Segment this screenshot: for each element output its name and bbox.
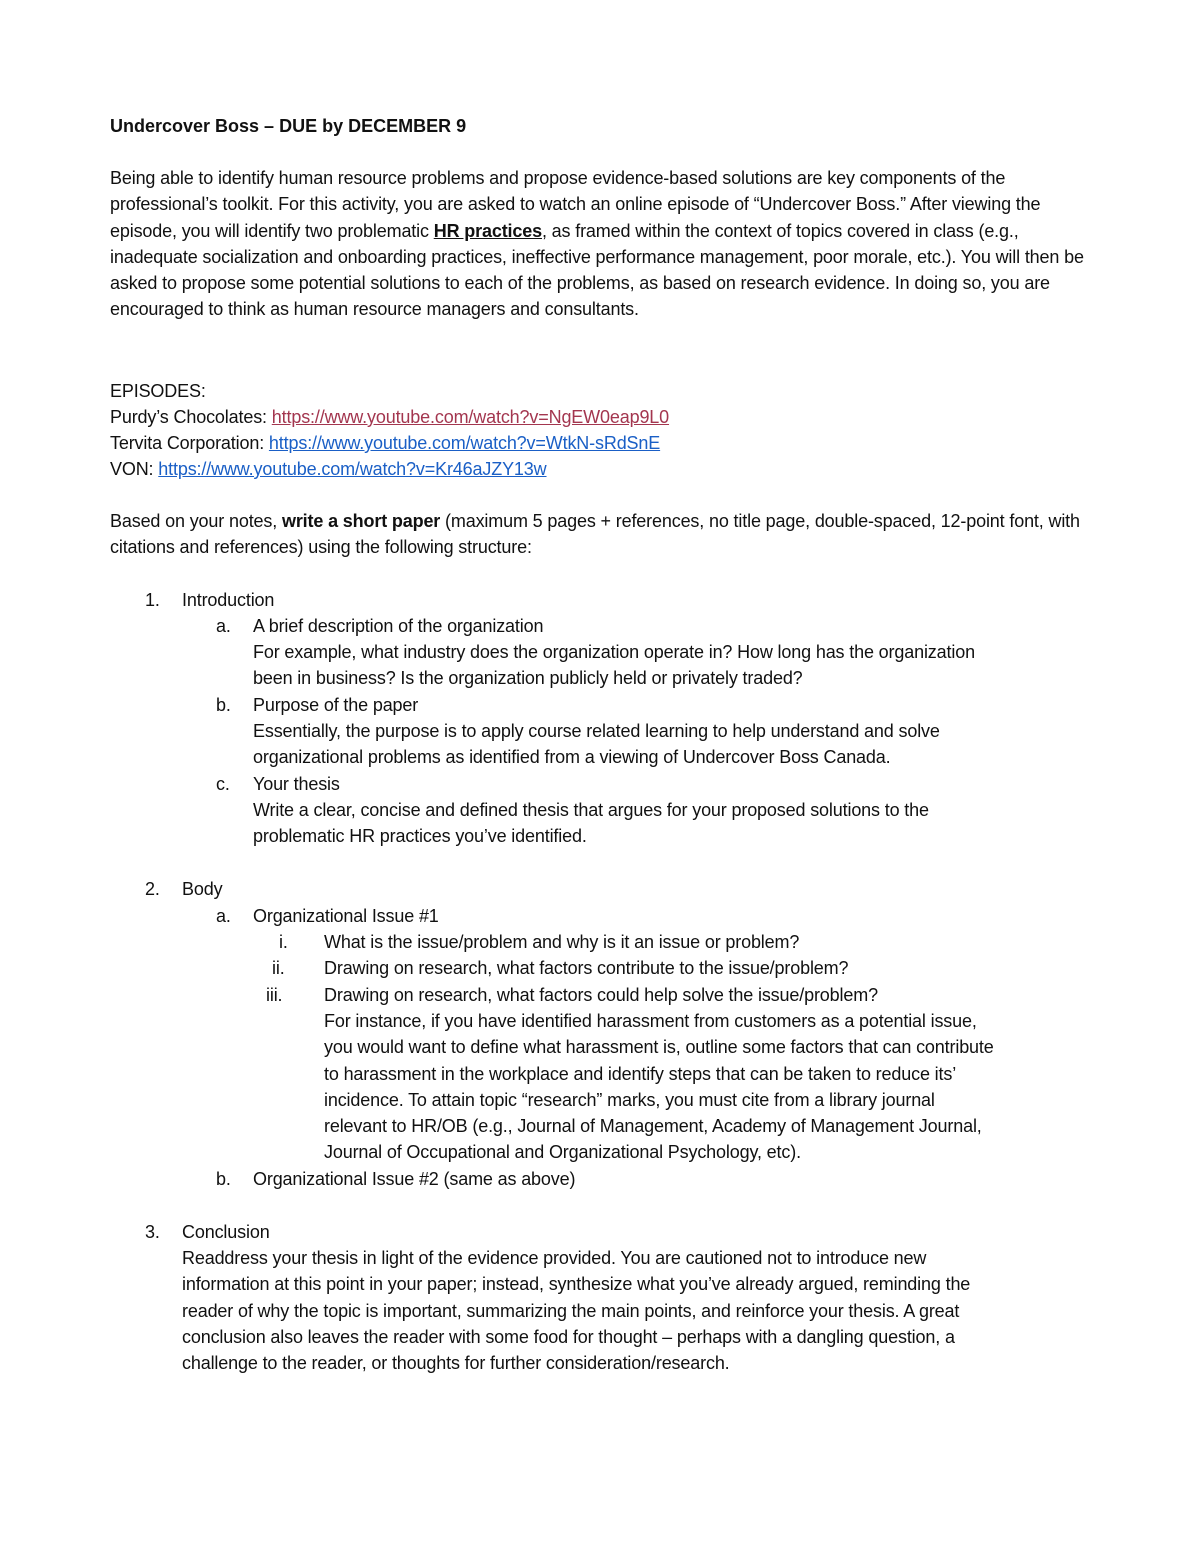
item-1a-description — [253, 639, 975, 692]
item-2a-iii-text: Drawing on research, what factors could help solve the issue/problem? — [324, 985, 878, 1005]
assignment-paragraph — [110, 508, 1095, 561]
text-line: incidence. To attain topic “research” marks, you must cite from a library journal — [324, 1089, 935, 1110]
episode-label: Tervita Corporation: — [110, 433, 269, 453]
item-2a-iii-description — [324, 1008, 994, 1166]
conclusion-description — [182, 1245, 970, 1376]
assignment-text-1: Based on your notes, — [110, 511, 282, 531]
text-line: you would want to define what harassment is, outline some factors that can contribute — [324, 1037, 994, 1058]
assignment-text-2: (maximum 5 pages + references, no title page, double-spaced, 12-point font, with citations and references) using the following structure: — [110, 511, 1080, 558]
item-2a-ii-text: Drawing on research, what factors contribute to the issue/problem? — [324, 958, 849, 978]
text-line: to harassment in the workplace and identify steps that can be taken to reduce its’ — [324, 1063, 957, 1084]
item-1c-description — [253, 797, 929, 850]
text-line: challenge to the reader, or thoughts for further consideration/research. — [182, 1353, 730, 1374]
text-line: Readdress your thesis in light of the evidence provided. You are cautioned not to introduce new — [182, 1248, 927, 1268]
item-2a-i-number: i. — [279, 932, 288, 952]
episodes-heading: EPISODES: — [110, 381, 206, 401]
item-2a-ii-number: ii. — [272, 958, 285, 978]
text-line: Journal of Occupational and Organizational Psychology, etc). — [324, 1142, 801, 1163]
intro-text-2: , as framed within the context of topics covered in class (e.g., inadequate socialization and onboarding practices, ineffective performance management, poor morale, etc.). You will then be asked to propose some potential solutions to each of the problems, as based on research evidence. In doing so, you are encouraged to think as human resource managers and consultants. — [110, 220, 1084, 320]
episode-link-purdys[interactable]: https://www.youtube.com/watch?v=NgEW0eap9L0 — [271, 407, 670, 427]
item-1b-letter: b. — [216, 695, 231, 715]
episode-label: VON: — [110, 459, 159, 479]
item-2a-iii-number: iii. — [266, 985, 283, 1005]
episode-purdys — [110, 404, 669, 430]
episode-label: Purdy’s Chocolates: — [110, 407, 272, 427]
section-2-title: Body — [182, 879, 223, 899]
text-line: Essentially, the purpose is to apply course related learning to help understand and solve — [253, 721, 940, 741]
section-1-title: Introduction — [182, 590, 275, 610]
text-line: conclusion also leaves the reader with some food for thought – perhaps with a dangling question, a — [182, 1326, 955, 1347]
section-3-number: 3. — [145, 1222, 160, 1242]
text-line: For instance, if you have identified harassment from customers as a potential issue, — [324, 1011, 977, 1031]
text-line: relevant to HR/OB (e.g., Journal of Management, Academy of Management Journal, — [324, 1116, 982, 1137]
text-line: problematic HR practices you’ve identified. — [253, 826, 587, 847]
item-2a-i-text: What is the issue/problem and why is it an issue or problem? — [324, 932, 800, 952]
episode-von — [110, 456, 547, 482]
section-3-title: Conclusion — [182, 1222, 270, 1242]
intro-text-1: Being able to identify human resource problems and propose evidence-based solutions are key components of the professional’s toolkit. For this activity, you are asked to watch an online episode of “Undercover Boss.” After viewing the episode, you will identify two problematic — [110, 168, 1041, 241]
item-1b-description — [253, 718, 940, 771]
text-line: For example, what industry does the organization operate in? How long has the organization — [253, 642, 975, 662]
item-1b-title: Purpose of the paper — [253, 695, 419, 715]
item-2b-title: Organizational Issue #2 (same as above) — [253, 1169, 576, 1189]
episode-link-tervita[interactable]: https://www.youtube.com/watch?v=WtkN-sRdSnE — [268, 433, 661, 453]
episode-tervita — [110, 430, 660, 456]
section-1-number: 1. — [145, 590, 160, 610]
item-1a-title: A brief description of the organization — [253, 616, 544, 636]
item-1c-title: Your thesis — [253, 774, 340, 794]
assignment-bold: write a short paper — [281, 511, 441, 531]
text-line: been in business? Is the organization publicly held or privately traded? — [253, 668, 803, 689]
document-title: Undercover Boss – DUE by DECEMBER 9 — [110, 116, 467, 136]
item-2a-title: Organizational Issue #1 — [253, 906, 439, 926]
section-2-number: 2. — [145, 879, 160, 899]
text-line: information at this point in your paper; instead, synthesize what you’ve already argued, reminding the — [182, 1274, 971, 1295]
text-line: reader of why the topic is important, summarizing the main points, and reinforce your thesis. A great — [182, 1300, 960, 1321]
hr-practices-emphasis: HR practices — [433, 220, 542, 241]
item-1a-letter: a. — [216, 616, 231, 636]
text-line: Write a clear, concise and defined thesis that argues for your proposed solutions to the — [253, 800, 929, 820]
text-line: organizational problems as identified from a viewing of Undercover Boss Canada. — [253, 747, 891, 768]
item-1c-letter: c. — [216, 774, 230, 794]
episode-link-von[interactable]: https://www.youtube.com/watch?v=Kr46aJZY13w — [158, 459, 547, 479]
item-2b-letter: b. — [216, 1169, 231, 1189]
item-2a-letter: a. — [216, 906, 231, 926]
intro-paragraph — [110, 165, 1100, 323]
